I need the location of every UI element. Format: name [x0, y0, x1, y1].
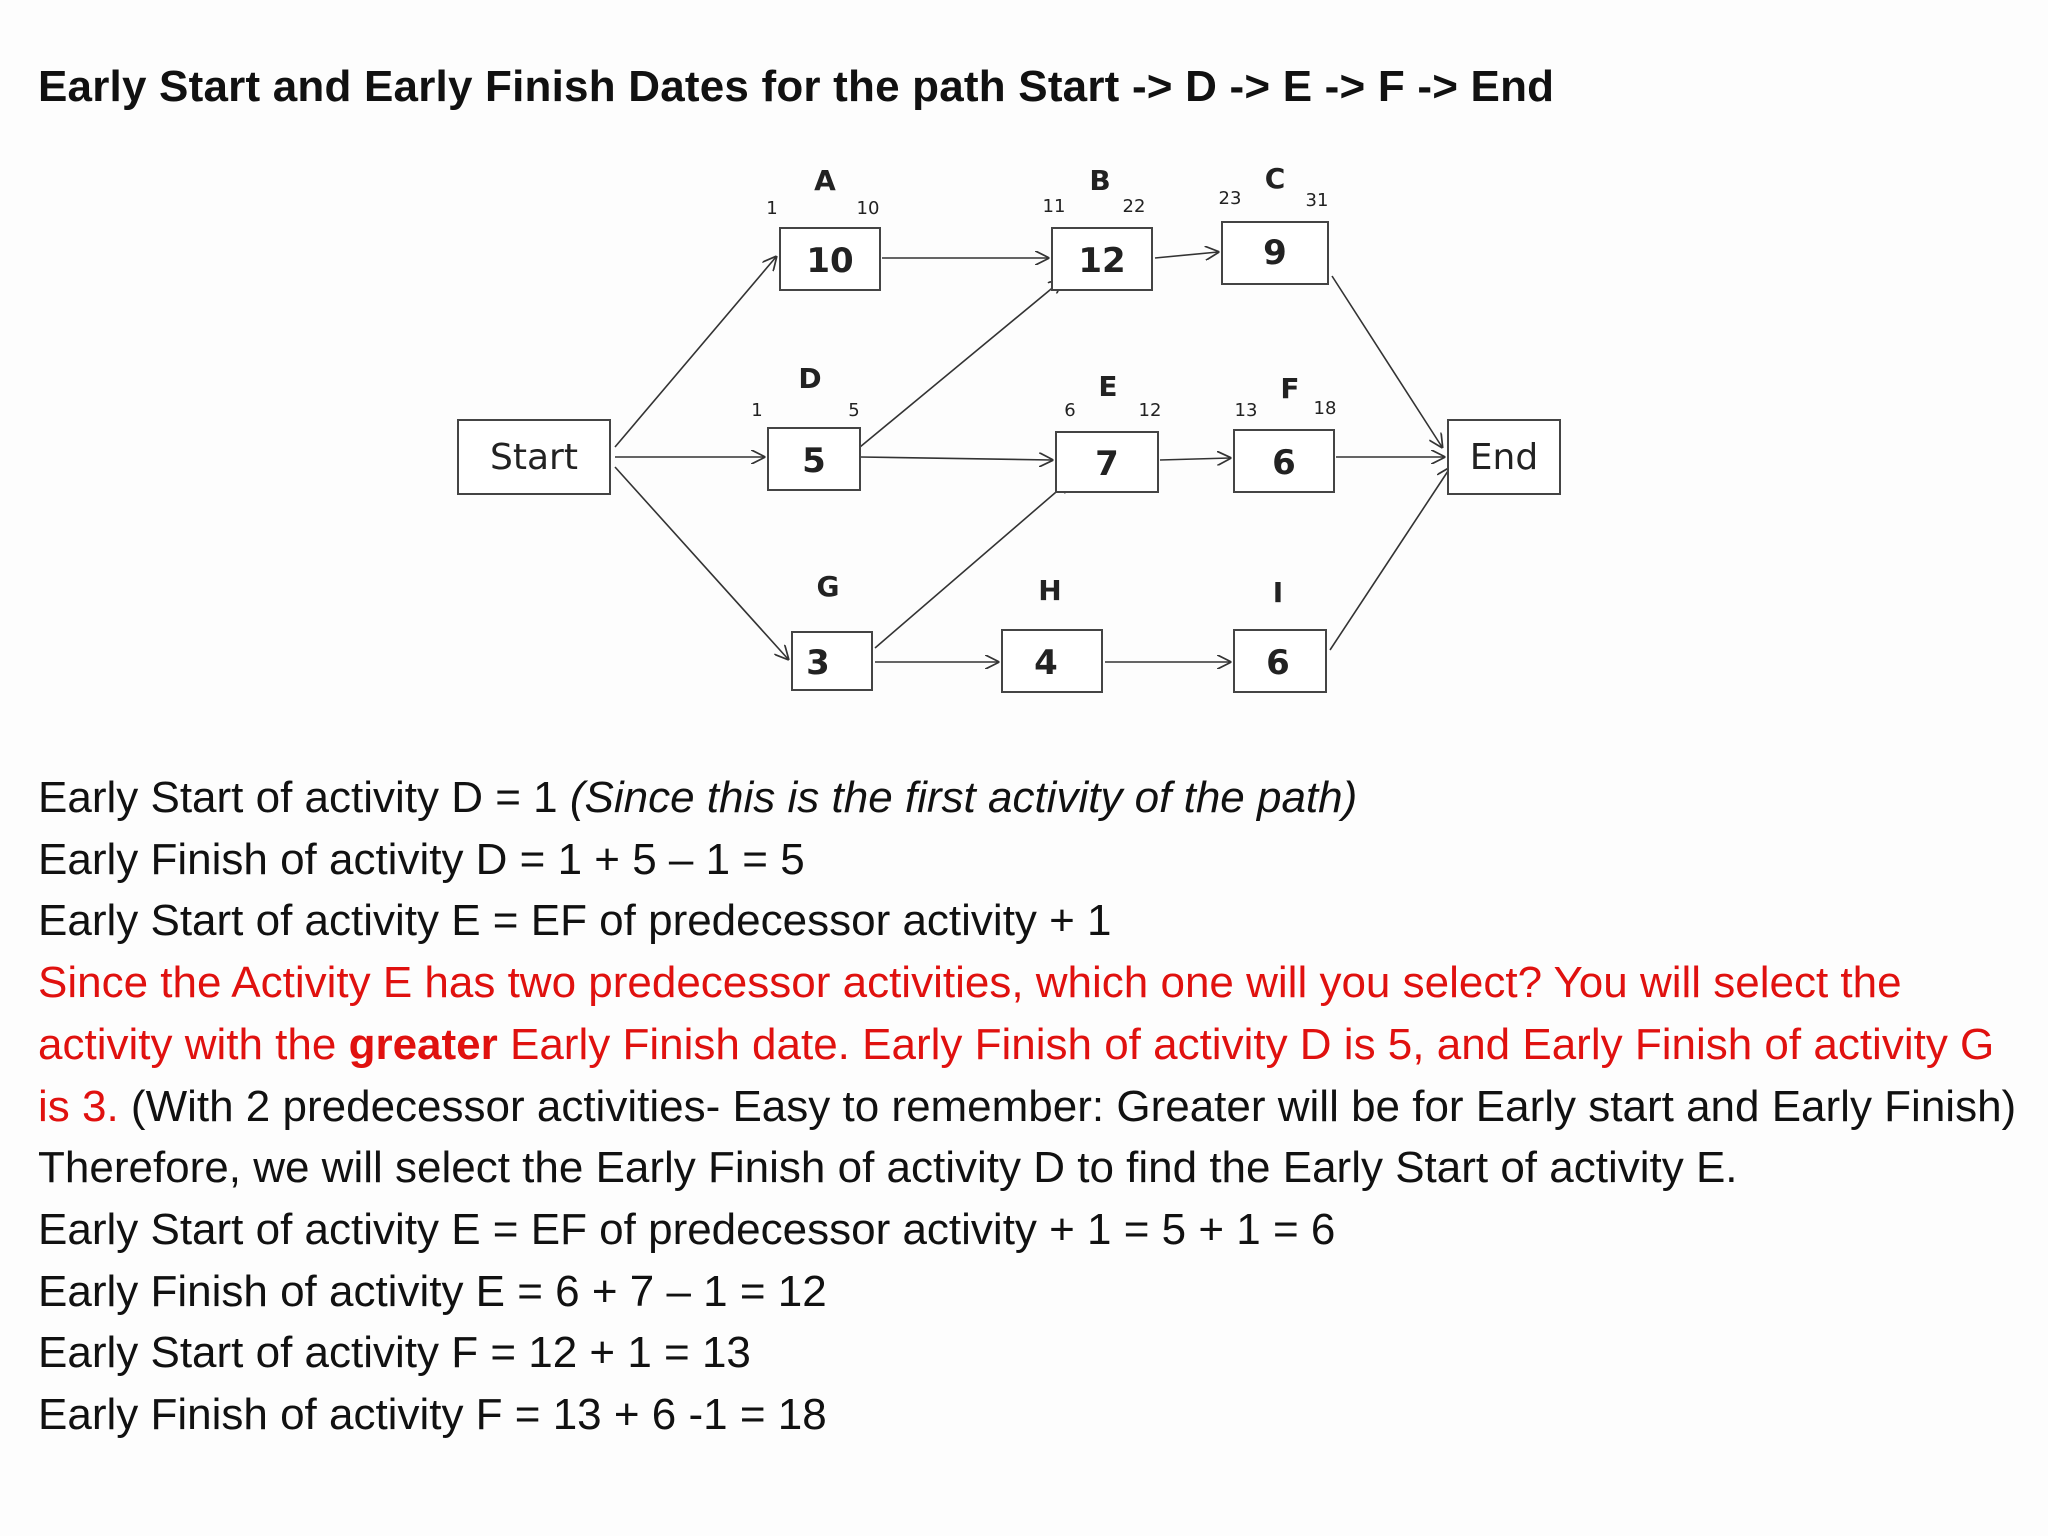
activity-f-ef: 18 [1313, 398, 1337, 419]
line-es-e-formula: Early Start of activity E = EF of predecessor activity + 1 [38, 896, 1112, 946]
red-text-part-2: Early Finish date. Early Finish of activity D is 5, and Early Finish of activity G is 3. [38, 1019, 1995, 1131]
line-ef-e: Early Finish of activity E = 6 + 7 – 1 = 12 [38, 1266, 827, 1316]
line-es-d [38, 767, 2028, 829]
activity-d-duration: 5 [802, 441, 826, 481]
reminder-text: (With 2 predecessor activities- Easy to remember: Greater will be for Early start and Early Finish) [118, 1081, 2017, 1131]
edge-start-g [615, 467, 788, 659]
activity-e-label: E [1098, 370, 1118, 403]
edge-g-e [875, 480, 1070, 648]
activity-h [1002, 574, 1102, 692]
activity-f [1234, 372, 1336, 492]
activity-b-es: 11 [1042, 196, 1066, 217]
edge-i-end [1330, 468, 1450, 650]
line-es-e: Early Start of activity E = EF of predecessor activity + 1 = 5 + 1 = 6 [38, 1204, 1336, 1254]
activity-e-es: 6 [1064, 400, 1076, 421]
line-es-f: Early Start of activity F = 12 + 1 = 13 [38, 1328, 751, 1378]
line-es-d-note: (Since this is the first activity of the path) [569, 773, 1358, 822]
activity-a-ef: 10 [856, 198, 880, 219]
activity-e-duration: 7 [1095, 444, 1119, 484]
activity-c-ef: 31 [1305, 190, 1329, 211]
activity-i-label: I [1272, 576, 1284, 609]
end-node [1448, 420, 1560, 494]
activity-f-label: F [1280, 372, 1300, 405]
activity-d [751, 362, 860, 490]
activity-a-label: A [814, 164, 836, 197]
activity-h-duration: 4 [1034, 643, 1058, 683]
edge-c-end [1332, 276, 1442, 447]
activity-b [1043, 164, 1152, 290]
activity-b-ef: 22 [1122, 196, 1146, 217]
edge-b-c [1155, 252, 1218, 258]
activity-d-ef: 5 [848, 400, 860, 421]
explanation-text [38, 767, 2028, 1446]
activity-g-label: G [816, 570, 840, 603]
activity-e-ef: 12 [1138, 400, 1162, 421]
predecessor-explanation [38, 952, 2028, 1137]
page-title: Early Start and Early Finish Dates for the path Start -> D -> E -> F -> End [38, 62, 1555, 111]
activity-i-duration: 6 [1266, 643, 1290, 683]
edge-e-f [1160, 458, 1230, 460]
line-ef-f: Early Finish of activity F = 13 + 6 -1 = 18 [38, 1390, 827, 1440]
red-text-part-1: Since the Activity E has two predecessor activities, which one will you select? You will select the activity with the [38, 958, 1902, 1069]
red-text-bold: greater [348, 1019, 498, 1069]
start-node [458, 420, 610, 494]
activity-i [1234, 576, 1326, 692]
activity-b-label: B [1089, 164, 1111, 197]
activity-f-es: 13 [1234, 400, 1258, 421]
activity-c-duration: 9 [1263, 233, 1287, 273]
activity-g-duration: 3 [806, 643, 830, 683]
activity-g [792, 570, 872, 690]
start-label: Start [490, 437, 578, 478]
edge-d-b [860, 280, 1062, 447]
network-diagram [440, 150, 1580, 720]
activity-c [1219, 162, 1329, 284]
activity-d-es: 1 [751, 400, 763, 421]
activity-h-label: H [1038, 574, 1062, 607]
activity-a-es: 1 [766, 198, 778, 219]
activity-c-es: 23 [1218, 188, 1242, 209]
activity-d-label: D [798, 362, 822, 395]
line-es-d-text: Early Start of activity D = 1 [38, 773, 570, 822]
edge-d-e [860, 457, 1052, 460]
activity-f-duration: 6 [1272, 443, 1296, 483]
line-ef-d: Early Finish of activity D = 1 + 5 – 1 = 5 [38, 834, 805, 884]
line-therefore: Therefore, we will select the Early Finish of activity D to find the Early Start of activity E. [38, 1143, 1738, 1193]
activity-e [1056, 370, 1161, 492]
end-label: End [1469, 437, 1539, 478]
activity-c-label: C [1264, 162, 1286, 195]
activity-b-duration: 12 [1078, 241, 1126, 281]
activity-a-duration: 10 [806, 241, 854, 281]
activity-a [766, 164, 880, 290]
